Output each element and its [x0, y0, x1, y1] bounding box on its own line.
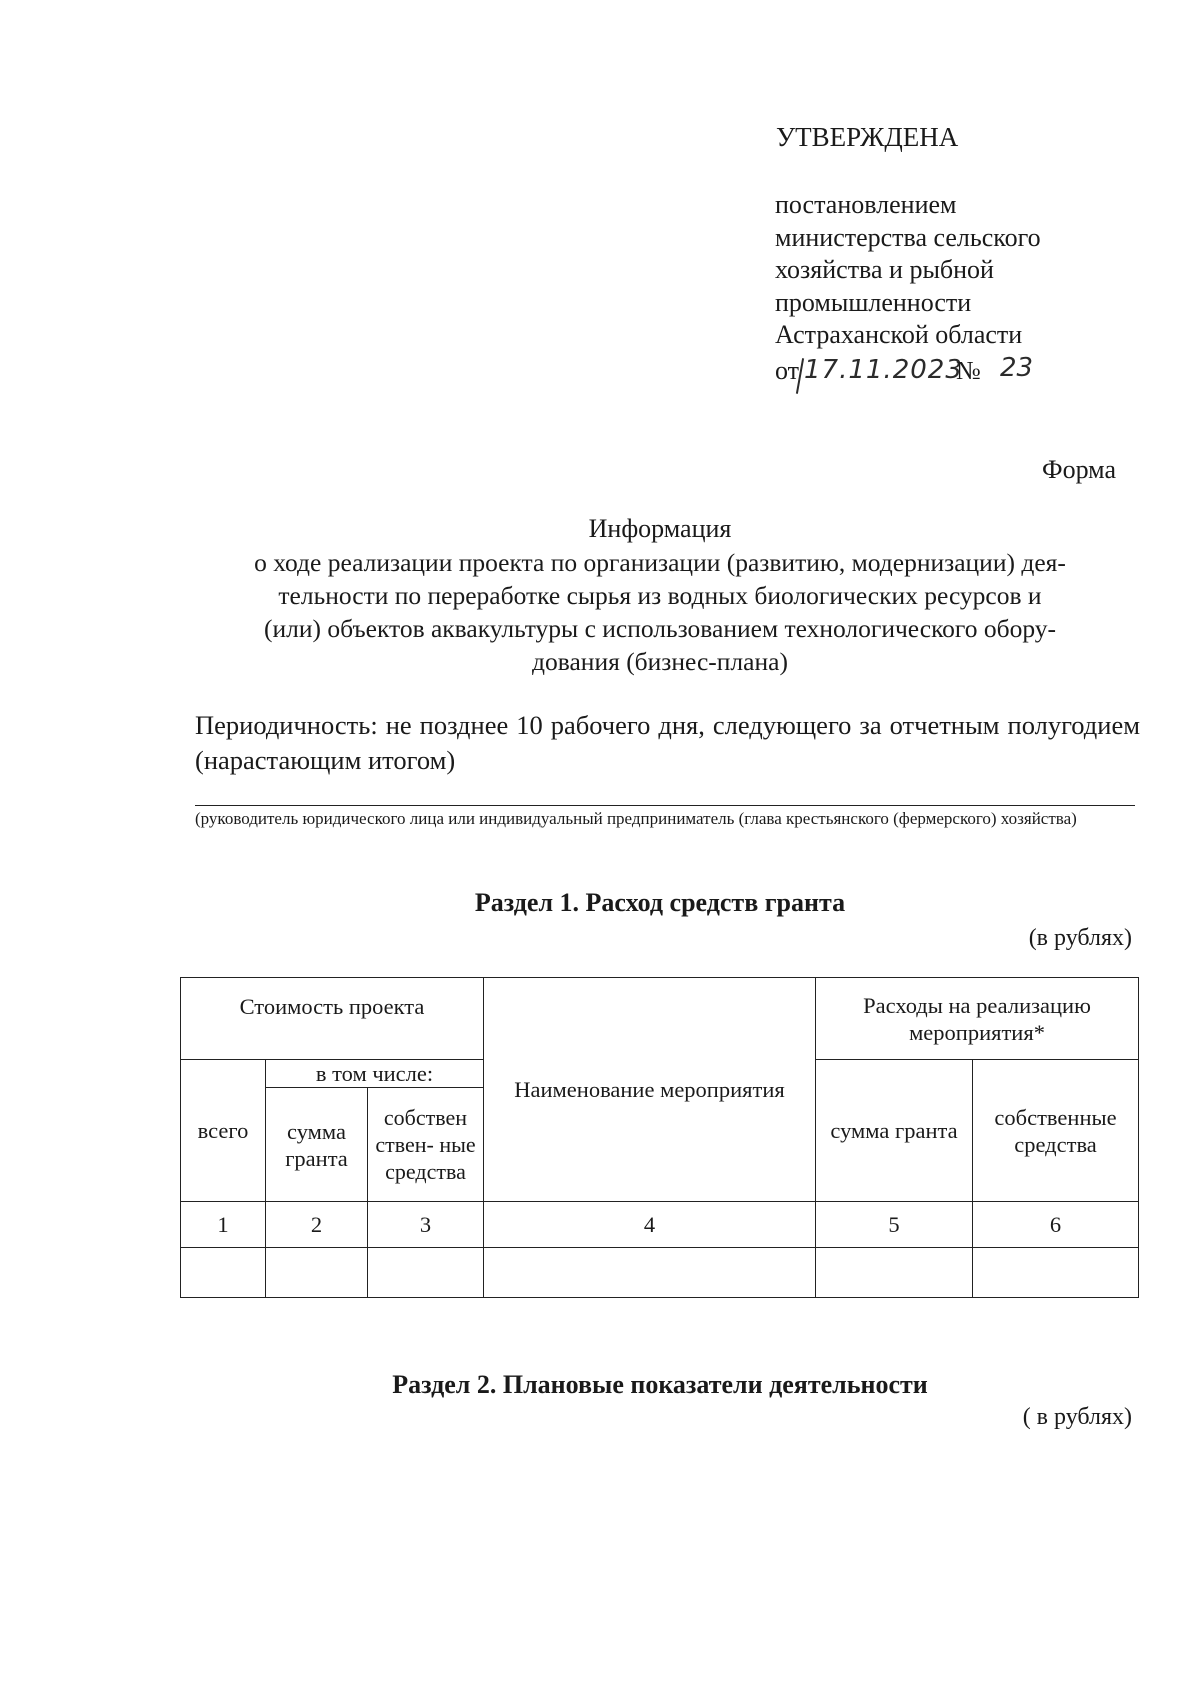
section2-unit: ( в рублях)	[1022, 1404, 1132, 1430]
approval-line: промышленности	[775, 287, 972, 317]
form-label: Форма	[1042, 455, 1116, 484]
periodicity-text: Периодичность: не позднее 10 рабочего дня, следующего за отчетным полугодием (нарастающим итогом)	[195, 710, 1140, 775]
signature-line	[195, 805, 1135, 806]
column-number: 5	[816, 1202, 973, 1248]
header-project-cost: Стоимость проекта	[181, 978, 484, 1060]
signature-caption: (руководитель юридического лица или индивидуальный предприниматель (глава крестьянского (фермерского) хозяйства)	[195, 809, 1077, 828]
column-number: 3	[368, 1202, 484, 1248]
approval-lines	[775, 189, 1041, 352]
table-cell	[266, 1248, 368, 1298]
table-cell	[973, 1248, 1139, 1298]
subtitle-line: тельности по переработке сырья из водных биологических ресурсов и	[278, 581, 1042, 610]
header-grant-sum-2: сумма гранта	[816, 1060, 973, 1202]
approval-line: хозяйства и рыбной	[775, 255, 994, 284]
grant-expenses-table	[180, 977, 1139, 1298]
approval-line: министерства сельского	[775, 222, 1041, 252]
document-subtitle	[180, 546, 1140, 678]
header-own-funds: собственные средства	[973, 1060, 1139, 1202]
approval-number-handwritten: 23	[1000, 353, 1034, 383]
approval-date-handwritten: 17.11.2023	[804, 355, 963, 385]
approval-title: УТВЕРЖДЕНА	[776, 122, 959, 152]
approval-date-prefix: от	[775, 356, 800, 385]
approval-number-prefix: №	[956, 356, 981, 385]
table-cell	[368, 1248, 484, 1298]
table-cell	[181, 1248, 266, 1298]
table-cell	[816, 1248, 973, 1298]
column-number: 6	[973, 1202, 1139, 1248]
subtitle-line: о ходе реализации проекта по организации (развитию, модернизации) дея-	[254, 548, 1066, 577]
column-number: 2	[266, 1202, 368, 1248]
header-own-funds-narrow: собствен ствен- ные средства	[368, 1088, 484, 1202]
subtitle-line: (или) объектов аквакультуры с использованием технологического обору-	[263, 614, 1056, 643]
header-event-name: Наименование мероприятия	[484, 978, 816, 1202]
header-expenses: Расходы на реализацию мероприятия*	[816, 978, 1139, 1060]
document-title: Информация	[588, 514, 732, 543]
column-number: 4	[484, 1202, 816, 1248]
subtitle-line: дования (бизнес-плана)	[532, 647, 788, 676]
section1-title: Раздел 1. Расход средств гранта	[474, 888, 846, 917]
table-cell	[484, 1248, 816, 1298]
section1-unit: (в рублях)	[1028, 925, 1132, 951]
approval-line: Астраханской области	[775, 320, 1023, 349]
header-total: всего	[181, 1060, 266, 1202]
column-number: 1	[181, 1202, 266, 1248]
header-including: в том числе:	[266, 1060, 484, 1088]
section2-title: Раздел 2. Плановые показатели деятельности	[392, 1370, 928, 1399]
approval-line: постановлением	[775, 190, 957, 219]
header-grant-sum: сумма гранта	[266, 1088, 368, 1202]
